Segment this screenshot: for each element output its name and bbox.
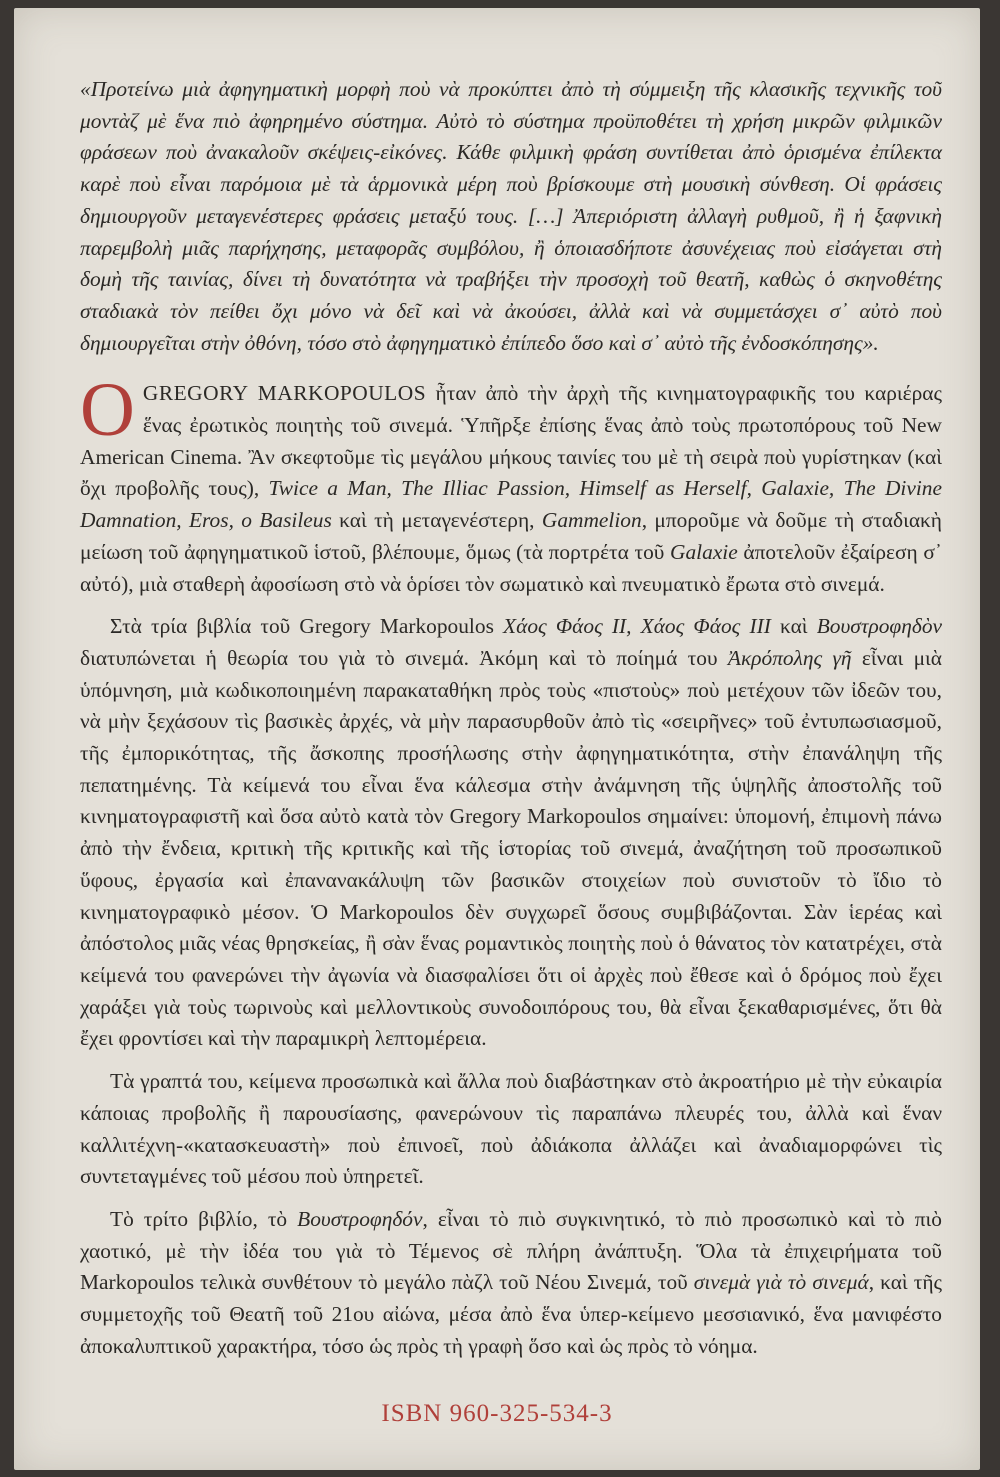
paragraph-4-text-b: , εἶναι τὸ πιὸ συγκινητικό, τὸ πιὸ προσωπικὸ καὶ τὸ πιὸ χαοτικό, μὲ τὴν ἰδέα του γιὰ τὸ Τέμενος σὲ πλήρη ἀνάπτυξη. Ὅλα τὰ ἐπιχειρήματα τοῦ Markopoulos τελικὰ συνθέτουν τὸ μεγάλο πὰζλ τοῦ Νέου Σινεμά, τοῦ [80, 1206, 943, 1295]
book-title-boustrophedon: Βουστροφηδὸν [816, 614, 943, 639]
paragraph-4-text-c: , καὶ τῆς συμμετοχῆς τοῦ Θεατῆ τοῦ 21ου αἰώνα, μέσα ἀπὸ ἕνα ὑπερ-κείμενο μεσσιανικό, ἕνα μανιφέστο ἀποκαλυπτικοῦ χαρακτήρα, τόσο ὡς πρὸς τὴ γραφὴ ὅσο καὶ ὡς πρὸς τὸ νόημα. [80, 1270, 942, 1358]
cover-text [80, 74, 942, 1362]
paragraph-4 [80, 1204, 942, 1363]
author-name: GREGORY MARKOPOULOS [142, 381, 427, 406]
paragraph-1-text-a: ἦταν ἀπὸ τὴν ἀρχὴ τῆς κινηματογραφικῆς του καριέρας ἕνας ἐρωτικὸς ποιητὴς τοῦ σινεμά. Ὑπῆρξε ἐπίσης ἕνας ἀπὸ τοὺς πρωτοπόρους τοῦ New American Cinema. Ἂν σκεφτοῦμε τὶς μεγάλου μήκους ταινίες του μὲ τὴ σειρὰ ποὺ γυρίστηκαν (καὶ ὄχι προβολῆς τους), [80, 381, 942, 501]
paragraph-1-text-d: ἀποτελοῦν ἐξαίρεση σ᾽ αὐτό), μιὰ σταθερὴ ἀφοσίωση στὸ νὰ ὁρίσει τὸν σωματικὸ καὶ πνευματικὸ ἔρωτα στὸ σινεμά. [80, 539, 942, 596]
film-title-galaxie: Galaxie [670, 539, 738, 564]
emphasis-cinema: σινεμὰ γιὰ τὸ σινεμά [693, 1270, 869, 1295]
book-back-cover [14, 8, 980, 1470]
paragraph-1-text-b: καὶ τὴ μεταγενέστερη, [331, 508, 542, 533]
book-title-third: Βουστροφηδόν [297, 1206, 423, 1231]
book-titles: Χάος Φάος ΙΙ, Χάος Φάος ΙΙΙ [503, 614, 771, 639]
drop-cap: O [80, 368, 135, 453]
paragraph-1 [80, 368, 943, 600]
paragraph-2-text-c: διατυπώνεται ἡ θεωρία του γιὰ τὸ σινεμά. Ἀκόμη καὶ τὸ ποίημά του [80, 645, 728, 670]
film-titles: Twice a Man, The Illiac Passion, Himself as Herself, Galaxie, The Divine Damnation, Eros, o Basileus [80, 476, 943, 533]
epigraph-quote: «Προτείνω μιὰ ἀφηγηματικὴ μορφὴ ποὺ νὰ προκύπτει ἀπὸ τὴ σύμμειξη τῆς κλασικῆς τεχνικῆς τοῦ μοντὰζ μὲ ἕνα πιὸ ἀφηρημένο σύστημα. Αὐτὸ τὸ σύστημα προϋποθέτει τὴ χρήση μικρῶν φιλμικῶν φράσεων ποὺ ἀνακαλοῦν σκέψεις-εἰκόνες. Κάθε φιλμικὴ φράση συντίθεται ἀπὸ ὁρισμένα ἐπίλεκτα καρὲ ποὺ εἶναι παρόμοια μὲ τὰ ἁρμονικὰ μέρη ποὺ βρίσκουμε στὴ μουσικὴ σύνθεση. Οἱ φράσεις δημιουργοῦν μεταγενέστερες φράσεις μεταξύ τους. […] Ἀπεριόριστη ἀλλαγὴ ρυθμοῦ, ἢ ἡ ξαφνικὴ παρεμβολὴ μιᾶς παρήχησης, μεταφορᾶς συμβόλου, ἢ ὁποιασδήποτε ἀσυνέχειας ποὺ εἰσάγεται στὴ δομὴ τῆς ταινίας, δίνει τὴ δυνατότητα νὰ τραβήξει τὴν προσοχὴ τοῦ θεατῆ, καθὼς ὁ σκηνοθέτης σταδιακὰ τὸν πείθει ὄχι μόνο νὰ δεῖ καὶ νὰ ἀκούσει, ἀλλὰ καὶ νὰ συμμετάσχει σ᾽ αὐτὸ ποὺ δημιουργεῖται στὴν ὀθόνη, τόσο στὸ ἀφηγηματικὸ ἐπίπεδο ὅσο καὶ σ᾽ αὐτὸ τῆς ἐνδοσκόπησης». [80, 77, 942, 355]
paragraph-1-text-c: , μποροῦμε νὰ δοῦμε τὴ σταδιακὴ μείωση τοῦ ἀφηγηματικοῦ ἱστοῦ, βλέπουμε, ὅμως (τὰ πορτρέτα τοῦ [80, 508, 942, 564]
poem-title: Ἀκρόπολης γῆ [727, 645, 852, 670]
paragraph-2-text-a: Στὰ τρία βιβλία τοῦ Gregory Markopoulos [110, 614, 504, 639]
paragraph-3: Τὰ γραπτά του, κείμενα προσωπικὰ καὶ ἄλλα ποὺ διαβάστηκαν στὸ ἀκροατήριο μὲ τὴν εὐκαιρία κάποιας προβολῆς ἢ παρουσίασης, φανερώνουν τὶς παραπάνω πλευρές του, ἀλλὰ καὶ ἕναν καλλιτέχνη-«κατασκευαστὴ» ποὺ ἐπινοεῖ, ποὺ ἀδιάκοπα ἀλλάζει καὶ ἀναδιαμορφώνει τὶς συντεταγμένες τοῦ μέσου ποὺ ὑπηρετεῖ. [80, 1069, 942, 1189]
paragraph-2 [80, 611, 942, 1055]
film-title-gammelion: Gammelion [541, 508, 642, 533]
isbn-number: ISBN 960-325-534-3 [381, 1400, 613, 1427]
paragraph-4-text-a: Τὸ τρίτο βιβλίο, τὸ [110, 1206, 298, 1231]
paragraph-2-text-d: εἶναι μιὰ ὑπόμνηση, μιὰ κωδικοποιημένη παρακαταθήκη πρὸς τοὺς «πιστοὺς» ποὺ μετέχουν τῶν ἰδεῶν του, νὰ μὴν ξεχάσουν τὶς βασικὲς ἀρχές, νὰ μὴν παρασυρθοῦν ἀπὸ τὶς «σειρῆνες» τοῦ ἐντυπωσιασμοῦ, τῆς ἐμπορικότητας, τῆς ἄσκοπης προσήλωσης στὴν ἀφηγηματικότητα, στὴν ἐπανάληψη τῆς πεπατημένης. Τὰ κείμενά του εἶναι ἕνα κάλεσμα στὴν ἀνάμνηση τῆς ὑψηλῆς ἀποστολῆς τοῦ κινηματογραφιστῆ καὶ ὅσα αὐτὸ κατὰ τὸν Gregory Markopoulos σημαίνει: ὑπομονή, ἐπιμονὴ πάνω ἀπὸ τὴν ἔνδεια, κριτικὴ τῆς κριτικῆς καὶ τῆς ἱστορίας τοῦ σινεμά, ἀναζήτηση τοῦ προσωπικοῦ ὕφους, ἐργασία καὶ ἐπανανακάλυψη τῶν βασικῶν στοιχείων ποὺ συνιστοῦν τὸ ἴδιο τὸ κινηματογραφικὸ μέσον. Ὁ Markopoulos δὲν συγχωρεῖ ὅσους συμβιβάζονται. Σὰν ἱερέας καὶ ἀπόστολος μιᾶς νέας θρησκείας, ἢ σὰν ἕνας ρομαντικὸς ποιητὴς ποὺ ὁ θάνατος τὸν κατατρέχει, στὰ κείμενά του φανερώνει τὴν ἀγωνία νὰ διασφαλίσει ὅτι οἱ ἀρχὲς ποὺ ἔθεσε καὶ ὁ δρόμος ποὺ ἔχει χαράξει γιὰ τοὺς τωρινοὺς καὶ μελλοντικοὺς συνοδοιπόρους του, θὰ εἶναι ξεκαθαρισμένες, ὅτι θὰ ἔχει φροντίσει καὶ τὴν παραμικρὴ λεπτομέρεια. [80, 645, 943, 1051]
paragraph-2-text-b: καὶ [770, 614, 817, 639]
